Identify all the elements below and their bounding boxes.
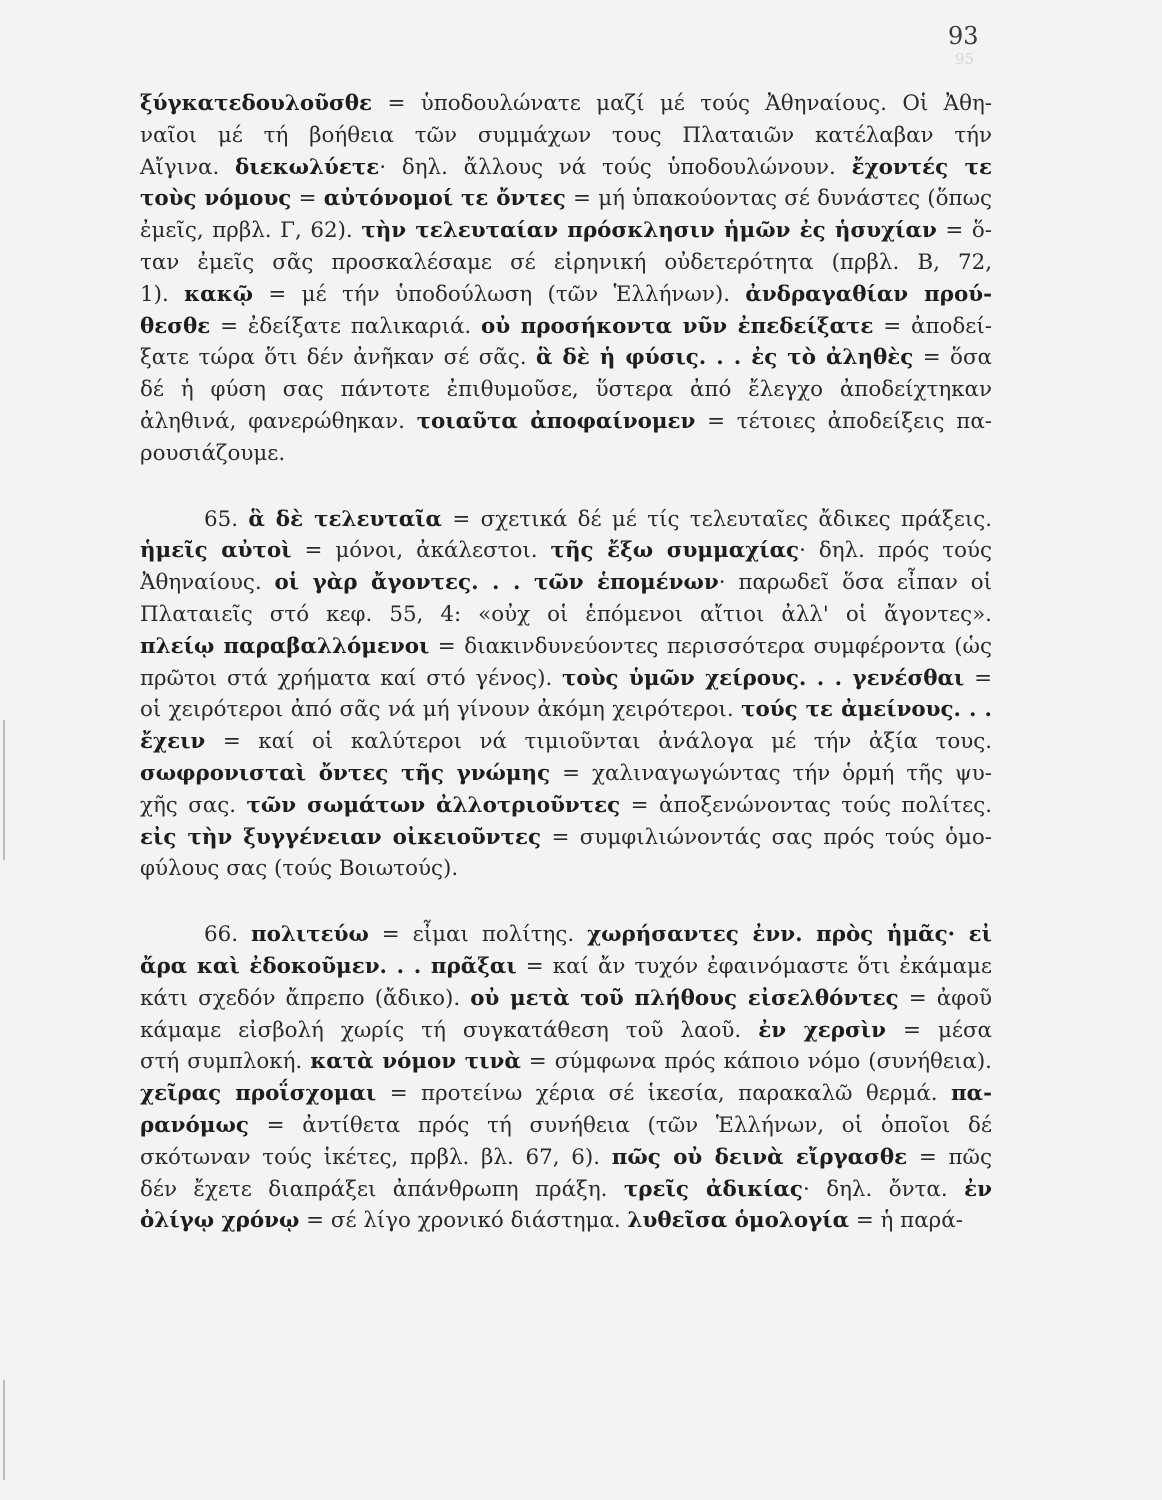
lemma-term: ὀλίγῳ χρόνῳ <box>140 1208 300 1234</box>
text-line <box>140 247 992 279</box>
lemma-term: ἀνδραγαθίαν πρού- <box>745 281 993 307</box>
lemma-term: τὴν τελευταίαν πρόσκλησιν ἡμῶν ἐς ἡσυχίαν <box>361 218 937 244</box>
text-line <box>140 406 992 438</box>
text-line <box>140 983 992 1015</box>
commentary-text <box>140 88 992 1237</box>
lemma-term: χεῖρας προΐσχομαι <box>140 1081 377 1107</box>
text-line <box>140 853 992 885</box>
lemma-term: τοιαῦτα ἀποφαίνομεν <box>416 408 696 434</box>
gloss-text: πρῶτοι στά χρήματα καί στό γένος). <box>140 665 563 691</box>
gloss-text: = προτείνω χέρια σέ ἱκεσία, παρακαλῶ θερμά. <box>376 1081 951 1107</box>
text-line <box>140 758 992 790</box>
lemma-term: λυθεῖσα ὁμολογία <box>627 1208 850 1234</box>
gloss-text: · δηλ. ὄντα. <box>802 1176 965 1202</box>
gloss-text: = ἐδείξατε παλικαριά. <box>210 313 482 339</box>
text-line <box>140 215 992 247</box>
text-line <box>140 1078 992 1110</box>
lemma-term: αὐτόνομοί τε ὄντες <box>323 186 566 212</box>
paragraph-gap <box>140 885 992 919</box>
gloss-text: κάτι σχεδόν ἄπρεπο (ἄδικο). <box>140 985 471 1011</box>
lemma-term: ξύγκατεδουλοῦσθε <box>140 91 373 116</box>
gloss-text: οἱ χειρότεροι ἀπό σᾶς νά μή γίνουν ἀκόμη χειρότεροι. <box>140 697 742 723</box>
text-line <box>140 790 992 822</box>
gloss-text: = καί οἱ καλύτεροι νά τιμιοῦνται ἀνάλογα μέ τήν ἀξία τους. <box>205 729 992 755</box>
lemma-term: οὐ προσήκοντα νῦν ἐπεδείξατε <box>481 313 874 339</box>
gloss-text: · δηλ. πρός τούς <box>799 538 993 564</box>
lemma-term: πῶς οὐ δεινὰ εἴργασθε <box>611 1144 908 1170</box>
gloss-text: = τέτοιες ἀποδείξεις πα- <box>695 408 992 434</box>
ghost-page-number: 95 <box>955 50 975 68</box>
text-line <box>140 183 992 215</box>
gloss-text: = πῶς <box>907 1144 992 1170</box>
text-line <box>140 694 992 726</box>
lemma-term: τοὺς ὑμῶν χείρους. . . γενέσθαι <box>562 665 965 691</box>
text-line <box>140 1110 992 1142</box>
text-line <box>140 663 992 695</box>
lemma-term: ἐν χερσὶν <box>758 1017 886 1043</box>
text-line <box>140 951 992 983</box>
lemma-term: κατὰ νόμον τινὰ <box>310 1049 521 1075</box>
text-line <box>140 1046 992 1078</box>
lemma-term: τῶν σωμάτων ἀλλοτριοῦντες <box>246 792 621 818</box>
left-margin-mark <box>3 1380 5 1480</box>
text-line <box>140 1015 992 1047</box>
lemma-term: πολιτεύω <box>250 922 369 948</box>
lemma-term: ἡμεῖς αὐτοὶ <box>140 538 292 564</box>
lemma-term: ρανόμως <box>140 1112 249 1138</box>
gloss-text: = <box>964 665 992 691</box>
lemma-term: ἄρα καὶ ἐδοκοῦμεν. . . πρᾶξαι <box>140 953 517 979</box>
text-line <box>140 438 992 470</box>
gloss-text: = ἀποδεί- <box>873 313 992 339</box>
gloss-text: = ἀποξενώνοντας τούς πολίτες. <box>620 792 993 818</box>
gloss-text: = μόνοι, ἀκάλεστοι. <box>291 538 551 564</box>
text-line <box>140 631 992 663</box>
page-number: 93 <box>948 22 979 50</box>
lemma-term: πλείῳ παραβαλλόμενοι <box>140 633 430 659</box>
text-line <box>140 599 992 631</box>
gloss-text: δέν ἔχετε διαπράξει ἀπάνθρωπη πράξη. <box>140 1176 624 1202</box>
text-line <box>140 1174 992 1206</box>
gloss-text: = σύμφωνα πρός κάποιο νόμο (συνήθεια). <box>520 1049 992 1075</box>
lemma-term: τρεῖς ἀδικίας <box>623 1176 803 1202</box>
text-line <box>140 1142 992 1174</box>
gloss-text: κάμαμε εἰσβολή χωρίς τή συγκατάθεση τοῦ λαοῦ. <box>140 1017 759 1043</box>
gloss-text: = σέ λίγο χρονικό διάστημα. <box>299 1208 628 1234</box>
lemma-term: σωφρονισταὶ ὄντες τῆς γνώμης <box>140 760 551 786</box>
text-line <box>140 822 992 854</box>
gloss-text: = ἡ παρά- <box>849 1208 963 1234</box>
gloss-text: δέ ἡ φύση σας πάντοτε ἐπιθυμοῦσε, ὕστερα ἀπό ἔλεγχο ἀποδείχτηκαν <box>140 377 992 403</box>
lemma-term: χωρήσαντες ἐνν. πρὸς ἡμᾶς· εἰ <box>587 922 992 948</box>
gloss-text: σκότωναν τούς ἱκέτες, πρβλ. βλ. 67, 6). <box>140 1144 612 1170</box>
text-line <box>140 120 992 152</box>
text-line <box>140 726 992 758</box>
gloss-text: = ὅ- <box>936 218 992 244</box>
lemma-term: διεκωλύετε <box>235 154 380 180</box>
gloss-text: Αἴγινα. <box>140 154 236 180</box>
lemma-term: ἃ δὲ τελευταῖα <box>248 506 442 532</box>
gloss-text: 65. <box>204 506 249 532</box>
gloss-text: = διακινδυνεύοντες περισσότερα συμφέροντα (ὡς <box>429 633 992 659</box>
lemma-term: οὐ μετὰ τοῦ πλήθους εἰσελθόντες <box>470 985 899 1011</box>
gloss-text: 1). <box>140 281 185 307</box>
text-line <box>140 311 992 343</box>
lemma-term: θεσθε <box>140 313 211 339</box>
text-line <box>140 152 992 184</box>
text-line <box>140 342 992 374</box>
gloss-text: = χαλιναγωγώντας τήν ὁρμή τῆς ψυ- <box>550 760 992 786</box>
gloss-text: = εἶμαι πολίτης. <box>368 922 588 948</box>
gloss-text: ρουσιάζουμε. <box>140 440 286 466</box>
lemma-term: οἱ γὰρ ἄγοντες. . . τῶν ἑπομένων <box>274 570 719 596</box>
gloss-text: = σχετικά δέ μέ τίς τελευταῖες ἄδικες πράξεις. <box>441 506 992 532</box>
text-line <box>140 1205 992 1237</box>
lemma-term: τούς τε ἀμείνους. . . <box>741 697 992 723</box>
gloss-text: ξατε τώρα ὅτι δέν ἀνῆκαν σέ σᾶς. <box>140 345 536 371</box>
lemma-term: εἰς τὴν ξυγγένειαν οἰκειοῦντες <box>140 824 542 850</box>
gloss-text: = ὅσα <box>913 345 992 371</box>
gloss-text: = μέσα <box>886 1017 992 1043</box>
gloss-text: ἀληθινά, φανερώθηκαν. <box>140 408 417 434</box>
gloss-text: ναῖοι μέ τή βοήθεια τῶν συμμάχων τους Πλαταιῶν κατέλαβαν τήν <box>140 122 992 148</box>
gloss-text: 66. <box>204 922 251 948</box>
lemma-term: πα- <box>951 1081 992 1107</box>
lemma-term: κακῷ <box>184 281 254 307</box>
gloss-text: Πλαταιεῖς στό κεφ. 55, 4: «οὐχ οἱ ἑπόμενοι αἴτιοι ἀλλ' οἱ ἄγοντες». <box>140 601 992 627</box>
gloss-text: = <box>291 186 324 212</box>
text-line <box>140 919 992 951</box>
gloss-text: = καί ἄν τυχόν ἐφαινόμαστε ὅτι ἐκάμαμε <box>516 953 992 979</box>
paragraph-gap <box>140 470 992 504</box>
text-line <box>140 535 992 567</box>
gloss-text: = ὑποδουλώνατε μαζί μέ τούς Ἀθηναίους. Οἱ Ἀθη- <box>372 91 992 116</box>
text-line <box>140 279 992 311</box>
gloss-text: = ἀφοῦ <box>898 985 993 1011</box>
gloss-text: ἐμεῖς, πρβλ. Γ, 62). <box>140 218 362 244</box>
text-line <box>140 374 992 406</box>
lemma-term: τῆς ἔξω συμμαχίας <box>550 538 800 564</box>
gloss-text: = μή ὑπακούοντας σέ δυνάστες (ὅπως <box>565 186 992 212</box>
gloss-text: στή συμπλοκή. <box>140 1049 311 1075</box>
gloss-text: φύλους σας (τούς Βοιωτούς). <box>140 856 459 882</box>
text-line <box>140 567 992 599</box>
lemma-term: ἃ δὲ ἡ φύσις. . . ἐς τὸ ἀληθὲς <box>535 345 914 371</box>
gloss-text: ταν ἐμεῖς σᾶς προσκαλέσαμε σέ εἰρηνική οὐδετερότητα (πρβλ. Β, 72, <box>140 249 992 275</box>
lemma-term: ἔχοντές τε <box>851 154 992 180</box>
gloss-text: · παρωδεῖ ὅσα εἶπαν οἱ <box>718 570 992 596</box>
gloss-text: = συμφιλιώνοντάς σας πρός τούς ὁμο- <box>541 824 992 850</box>
gloss-text: = μέ τήν ὑποδούλωση (τῶν Ἑλλήνων). <box>253 281 746 307</box>
gloss-text: = ἀντίθετα πρός τή συνήθεια (τῶν Ἑλλήνων, οἱ ὁποῖοι δέ <box>248 1112 992 1138</box>
gloss-text: Ἀθηναίους. <box>140 570 275 596</box>
lemma-term: ἔχειν <box>140 729 206 755</box>
gloss-text: · δηλ. ἄλλους νά τούς ὑποδουλώνουν. <box>379 154 852 180</box>
lemma-term: τοὺς νόμους <box>140 186 292 212</box>
text-line <box>140 88 992 120</box>
gloss-text: χῆς σας. <box>140 792 247 818</box>
text-line <box>140 504 992 536</box>
left-margin-mark <box>3 720 5 860</box>
lemma-term: ἐν <box>964 1176 992 1202</box>
